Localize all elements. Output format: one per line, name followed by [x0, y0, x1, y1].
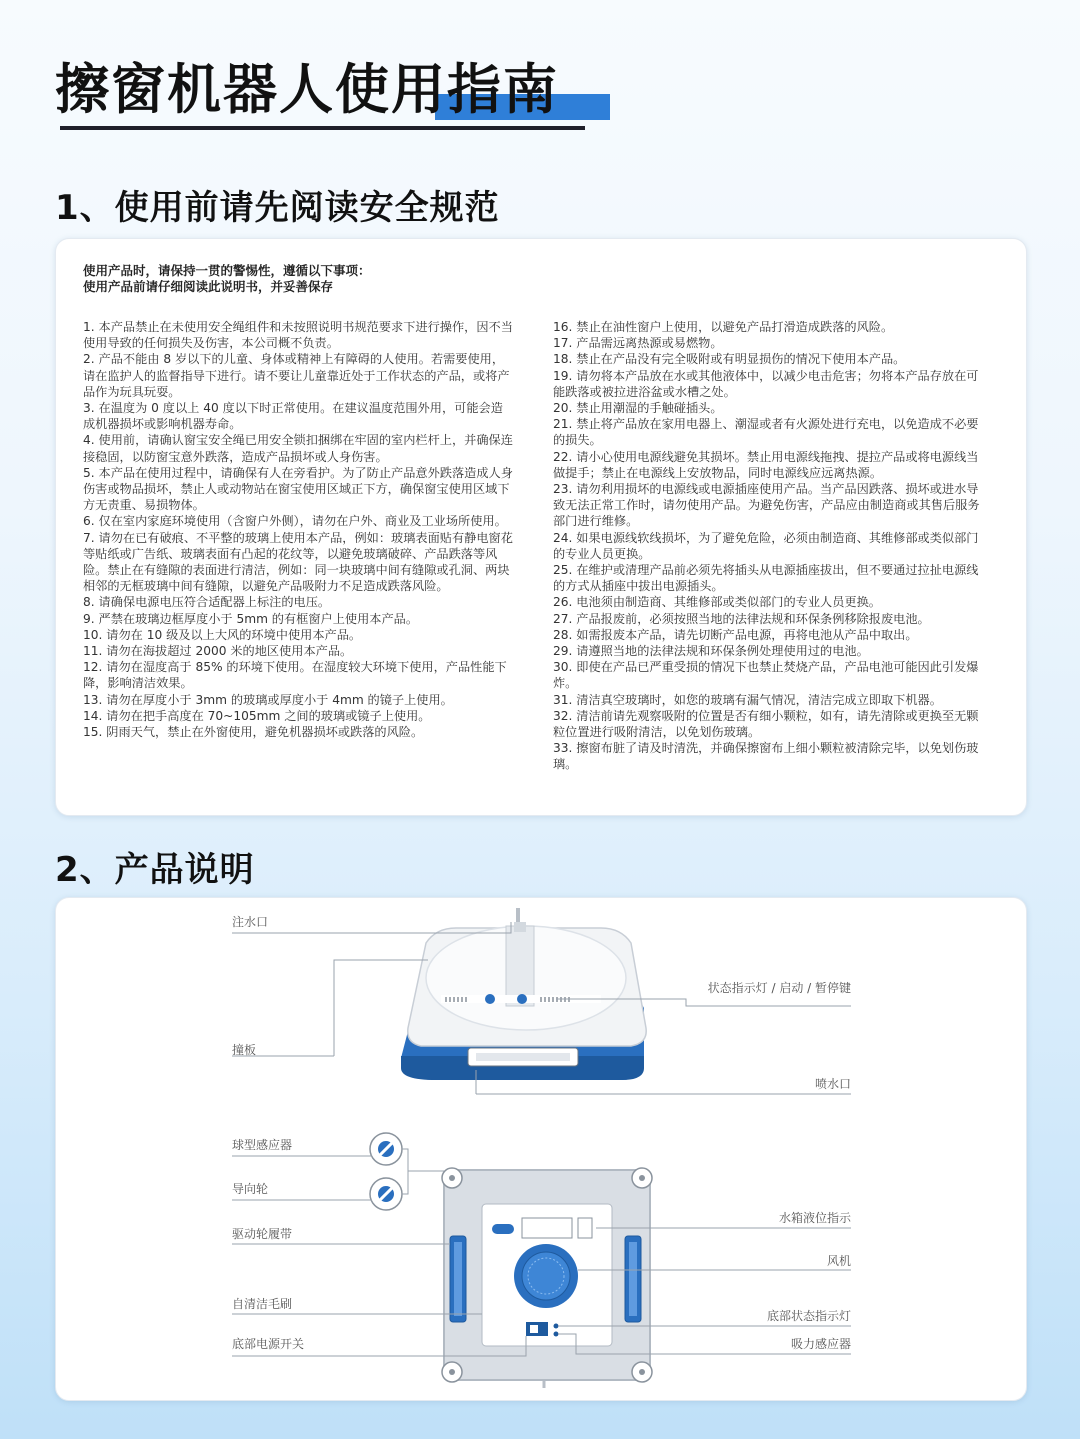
safety-card: [55, 238, 1027, 816]
label-brush: 自清洁毛刷: [232, 1297, 293, 1311]
label-bumper: 撞板: [232, 1043, 257, 1057]
robot-top-view: [401, 908, 646, 1080]
section2-heading: 2、产品说明: [55, 850, 255, 890]
safety-rule: 5. 本产品在使用过程中，请确保有人在旁看护。为了防止产品意外跌落造成人身伤害或物品损坏，禁止人或动物站在窗宝使用区域正下方，确保窗宝使用区域下方无责重、易损物体。: [83, 465, 513, 513]
safety-rule: 16. 禁止在油性窗户上使用，以避免产品打滑造成跌落的风险。: [553, 320, 894, 334]
label-ball-sensor: 球型感应器: [232, 1138, 293, 1152]
label-guide-wheel: 导向轮: [232, 1182, 269, 1196]
label-spray: 喷水口: [814, 1077, 851, 1091]
safety-rule: 24. 如果电源线软线损坏，为了避免危险，必须由制造商、其维修部或类似部门的专业人员更换。: [553, 530, 979, 561]
product-diagram: [56, 898, 1026, 1400]
safety-rule: 20. 禁止用潮湿的手触碰插头。: [553, 401, 723, 416]
safety-rule: 17. 产品需远离热源或易燃物。: [553, 336, 723, 351]
safety-rule: 13. 请勿在厚度小于 3mm 的玻璃或厚度小于 4mm 的镜子上使用。: [83, 692, 453, 707]
rules-right-column: [553, 319, 989, 773]
label-track: 驱动轮履带: [232, 1227, 293, 1241]
safety-rule: 33. 擦窗布脏了请及时清洗，并确保擦窗布上细小颗粒被清除完毕，以免划伤玻璃。: [553, 741, 979, 772]
title-block: [55, 58, 559, 122]
safety-rule: 32. 清洁前请先观察吸附的位置是否有细小颗粒，如有，请先清除或更换至无颗粒位置进行吸附清洁，以免划伤玻璃。: [553, 708, 979, 740]
label-status-light: 状态指示灯 / 启动 / 暂停键: [707, 981, 851, 995]
intro-line: 使用产品前请仔细阅读此说明书，并妥善保存: [83, 279, 334, 294]
label-water-level: 水箱液位指示: [778, 1211, 851, 1225]
label-fan: 风机: [826, 1254, 851, 1268]
safety-rule: 8. 请确保电源电压符合适配器上标注的电压。: [83, 595, 331, 610]
safety-rule: 14. 请勿在把手高度在 70~105mm 之间的玻璃或镜子上使用。: [83, 708, 431, 723]
safety-rule: 25. 在维护或清理产品前必须先将插头从电源插座拔出，但不要通过拉扯电源线的方式从插座中拔出电源插头。: [553, 563, 979, 594]
safety-rule: 3. 在温度为 0 度以上 40 度以下时正常使用。在建议温度范围外用，可能会造成机器损坏或影响机器寿命。: [83, 401, 503, 432]
safety-rule: 18. 禁止在产品没有完全吸附或有明显损伤的情况下使用本产品。: [553, 352, 906, 367]
label-bottom-light: 底部状态指示灯: [766, 1309, 851, 1323]
safety-rule: 6. 仅在室内家庭环境使用（含窗户外侧），请勿在户外、商业及工业场所使用。: [83, 514, 507, 529]
safety-rule: 15. 阴雨天气，禁止在外窗使用，避免机器损坏或跌落的风险。: [83, 725, 424, 740]
title-underline: [60, 126, 585, 130]
safety-rule: 2. 产品不能由 8 岁以下的儿童、身体或精神上有障碍的人使用。若需要使用，请在监护人的监督指导下进行。请不要让儿童靠近处于工作状态的产品，或将产品作为玩具玩耍。: [83, 352, 510, 399]
rules-left-column: [83, 319, 515, 740]
intro-line: 使用产品时，请保持一贯的警惕性，遵循以下事项：: [83, 263, 371, 278]
safety-intro: [83, 263, 371, 295]
section1-heading: 1、使用前请先阅读安全规范: [55, 188, 500, 228]
safety-rule: 9. 严禁在玻璃边框厚度小于 5mm 的有框窗户上使用本产品。: [83, 611, 419, 626]
product-card: [55, 897, 1027, 1401]
safety-rule: 23. 请勿利用损坏的电源线或电源插座使用产品。当产品因跌落、损坏或进水导致无法正常工作时，请勿使用产品。为避免伤害，产品应由制造商或其售后服务部门进行维修。: [553, 482, 980, 529]
safety-rule: 12. 请勿在湿度高于 85% 的环境下使用。在湿度较大环境下使用，产品性能下降，影响清洁效果。: [83, 660, 507, 691]
safety-rule: 21. 禁止将产品放在家用电器上、潮湿或者有火源处进行充电，以免造成不必要的损失。: [553, 417, 979, 448]
safety-rule: 19. 请勿将本产品放在水或其他液体中，以减少电击危害；勿将本产品存放在可能跌落或被拉进浴盆或水槽之处。: [553, 368, 979, 399]
safety-rule: 27. 产品报废前，必须按照当地的法律法规和环保条例移除报废电池。: [553, 611, 930, 626]
label-power-switch: 底部电源开关: [232, 1337, 305, 1351]
safety-rule: 29. 请遵照当地的法律法规和环保条例处理使用过的电池。: [553, 644, 869, 659]
label-suction-sensor: 吸力感应器: [790, 1337, 851, 1351]
safety-rule: 26. 电池须由制造商、其维修部或类似部门的专业人员更换。: [553, 595, 881, 610]
safety-rule: 1. 本产品禁止在未使用安全绳组件和未按照说明书规范要求下进行操作，因不当使用导致的任何损失及伤害，本公司概不负责。: [83, 320, 513, 351]
safety-rule: 11. 请勿在海拔超过 2000 米的地区使用本产品。: [83, 644, 353, 659]
safety-rule: 22. 请小心使用电源线避免其损坏。禁止用电源线拖拽、提拉产品或将电源线当做提手；禁止在电源线上安放物品，同时电源线应远离热源。: [553, 449, 979, 480]
label-water-inlet: 注水口: [232, 915, 269, 929]
safety-rule: 4. 使用前，请确认窗宝安全绳已用安全锁扣捆绑在牢固的室内栏杆上，并确保连接稳固，以防窗宝意外跌落，造成产品损坏或人身伤害。: [83, 433, 513, 464]
safety-rule: 28. 如需报废本产品，请先切断产品电源，再将电池从产品中取出。: [553, 627, 918, 642]
safety-rule: 30. 即使在产品已严重受损的情况下也禁止焚烧产品，产品电池可能因此引发爆炸。: [553, 660, 979, 691]
safety-rule: 7. 请勿在已有破痕、不平整的玻璃上使用本产品，例如：玻璃表面贴有静电窗花等贴纸或广告纸、玻璃表面有凸起的花纹等，以避免玻璃破碎、产品跌落等风险。禁止在有缝隙的表面进行清洁，例如：同一块玻璃中间有缝隙或孔洞、两块相邻的无框玻璃中间有缝隙，以避免产品吸附力不足造成跌落风险。: [83, 530, 513, 594]
safety-rule: 10. 请勿在 10 级及以上大风的环境中使用本产品。: [83, 627, 362, 642]
safety-rule: 31. 清洁真空玻璃时，如您的玻璃有漏气情况，清洁完成立即取下机器。: [553, 692, 942, 707]
page-title: 擦窗机器人使用指南: [55, 58, 559, 121]
